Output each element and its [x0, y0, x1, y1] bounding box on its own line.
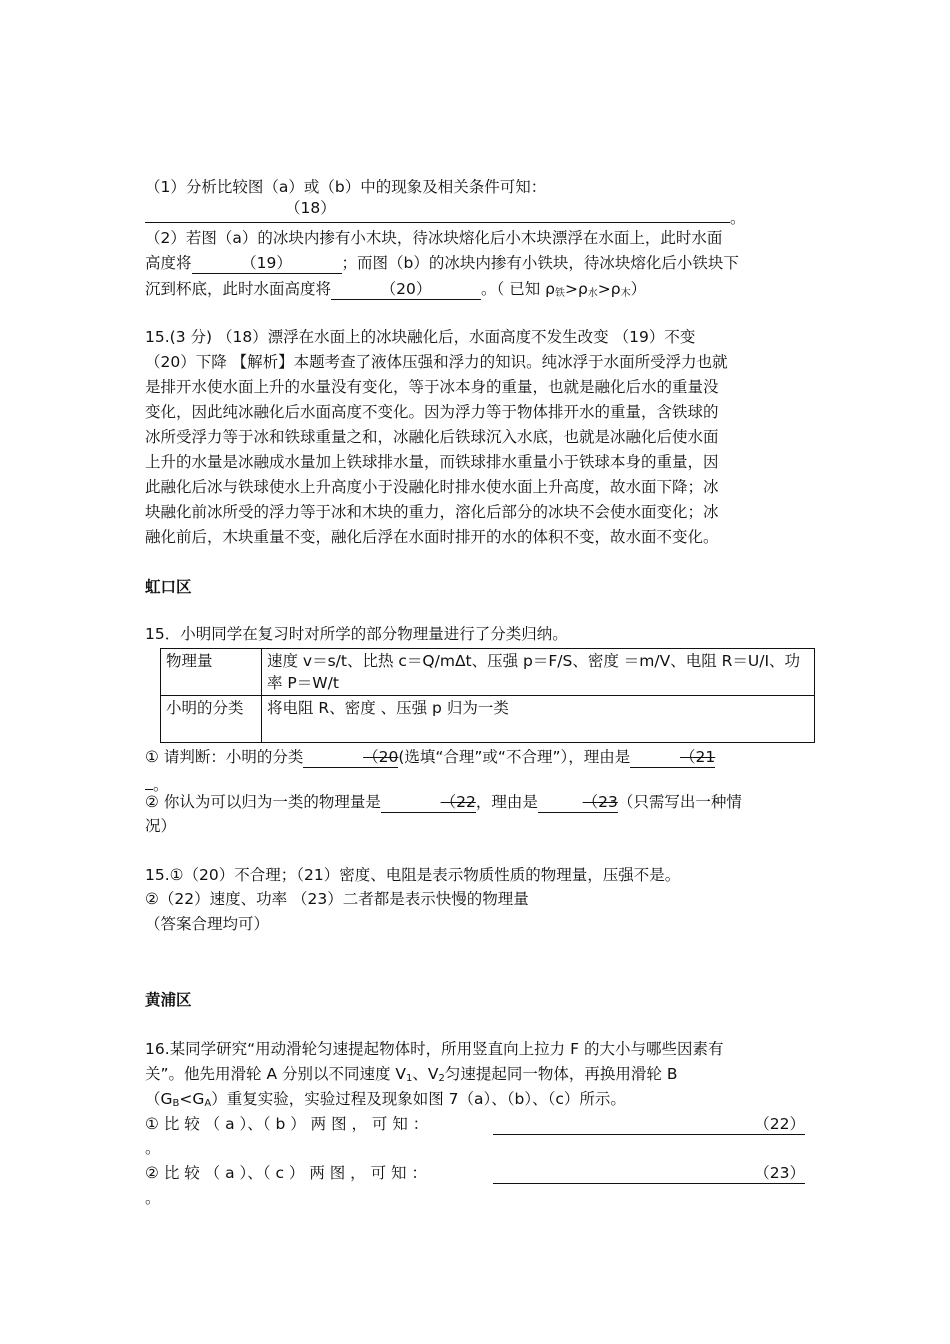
q1-text: （1）分析比较图（a）或（b）中的现象及相关条件可知： [145, 178, 547, 196]
table-value: 速度 v＝s/t、比热 c＝Q/mΔt、压强 p＝F/S、密度 ＝m/V、电阻 R＝U/I、功率 P＝W/t [262, 649, 815, 696]
q15-text: 15．小明同学在复习时对所学的部分物理量进行了分类归纳。 [145, 625, 568, 643]
table-row [161, 696, 815, 743]
blank-22[interactable]: （22 [381, 791, 476, 813]
table-key: 物理量 [161, 649, 262, 696]
q15-sub2: ② 你认为可以归为一类的物理量是 （22，理由是 （23（只需写出一种情 [145, 793, 742, 811]
q15-sub1: ① 请判断：小明的分类 （20(选填“合理”或“不合理”），理由是 （21 [145, 748, 716, 766]
blank-21[interactable]: （21 [630, 746, 715, 768]
q15-sub2-end: 况） [145, 817, 177, 835]
blank-23[interactable]: （23 [538, 791, 618, 813]
answer-line-4: 变化，因此纯冰融化后水面高度不变化。因为浮力等于物体排开水的重量，含铁球的 [145, 403, 719, 421]
blank-20-b[interactable]: （20 [303, 746, 398, 768]
heading-huangpu: 黄浦区 [145, 991, 192, 1009]
compare-1: ① 比 较 （ a ）、（ b ） 两 图 ， 可 知 ： [145, 1115, 429, 1133]
table-row [161, 649, 815, 696]
blank-18-line: （18） 。 [145, 201, 746, 229]
answer-line-9: 融化前后，木块重量不变，融化后浮在水面时排开的水的体积不变，故水面不变化。 [145, 528, 719, 546]
compare-2: ② 比 较 （ a ）、（ c ） 两 图 ， 可 知 ： [145, 1164, 427, 1182]
answer-line-8: 块融化前冰所受的浮力等于冰和木块的重力，溶化后部分的冰块不会使水面变化；冰 [145, 503, 719, 521]
answer-line-2: （20）下降 【解析】本题考查了液体压强和浮力的知识。纯冰浮于水面所受浮力也就 [145, 353, 728, 371]
blank-20[interactable]: （20） [331, 278, 481, 300]
q16-line-b: 关”。他先用滑轮 A 分别以不同速度 $V_1$、$V_2$匀速提起同一物体，再换用滑轮 B [145, 1065, 678, 1084]
q2-line-a: （2）若图（a）的冰块内掺有小木块，待冰块熔化后小木块漂浮在水面上，此时水面 [145, 229, 723, 247]
hongkou-answer-3: （答案合理均可） [145, 915, 270, 933]
compare-2-end: 。 [145, 1189, 161, 1207]
answer-line-5: 冰所受浮力等于冰和铁球重量之和，冰融化后铁球沉入水底，也就是冰融化后使水面 [145, 428, 719, 446]
compare-1-end: 。 [145, 1139, 161, 1157]
answer-line-1: 15.(3 分) （18）漂浮在水面上的冰块融化后，水面高度不发生改变 （19）不变 [145, 328, 696, 346]
blank-18[interactable]: （18） [145, 201, 730, 223]
table-value: 将电阻 R、密度 、压强 p 归为一类 [262, 696, 815, 743]
hongkou-answer-2: ②（22）速度、功率 （23）二者都是表示快慢的物理量 [145, 890, 529, 908]
q15-sub1-end: 。 [145, 768, 169, 796]
q2-line-b: 高度将 （19） ；而图（b）的冰块内掺有小铁块，待冰块熔化后小铁块下 [145, 254, 739, 272]
answer-line-6: 上升的水量是冰融成水量加上铁球排水量，而铁球排水重量小于铁球本身的重量，因 [145, 453, 719, 471]
blank-19[interactable]: （19） [192, 252, 342, 274]
classification-table [160, 648, 815, 743]
heading-hongkou: 虹口区 [145, 578, 192, 596]
q2-line-c: 沉到杯底，此时水面高度将 （20） 。（ 已知 $\rho_铁>\rho_水>\rho_木$） [145, 280, 647, 299]
hongkou-answer-1: 15.①（20）不合理；（21）密度、电阻是表示物质性质的物理量，压强不是。 [145, 866, 681, 884]
answer-line-3: 是排开水使水面上升的水量没有变化，等于冰本身的重量，也就是融化后水的重量没 [145, 378, 719, 396]
blank-23-huangpu[interactable]: （23） [493, 1162, 805, 1184]
answer-line-7: 此融化后冰与铁球使水上升高度小于没融化时排水使水面上升高度，故水面下降；冰 [145, 478, 719, 496]
q16-line-c: $(G_B<G_A)$重复实验，实验过程及现象如图 7（a）、（b）、（c）所示。 [145, 1090, 626, 1109]
q16-line-a: 16.某同学研究“用动滑轮匀速提起物体时，所用竖直向上拉力 F 的大小与哪些因素有 [145, 1040, 724, 1058]
blank-22-huangpu[interactable]: （22） [493, 1113, 805, 1135]
table-key: 小明的分类 [161, 696, 262, 743]
